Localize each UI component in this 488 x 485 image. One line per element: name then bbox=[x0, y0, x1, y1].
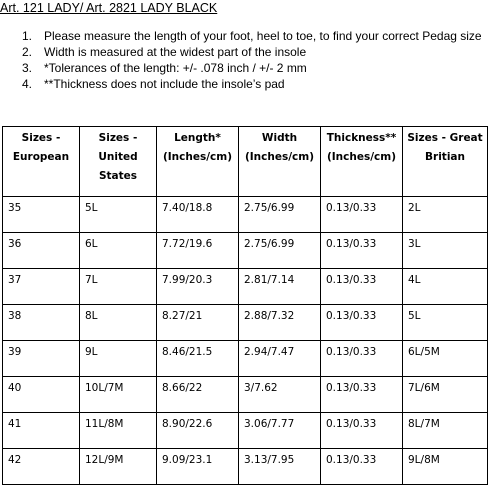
cell-thickness: 0.13/0.33 bbox=[321, 449, 403, 485]
cell-length: 7.72/19.6 bbox=[157, 233, 239, 269]
instruction-number: 1. bbox=[22, 29, 33, 43]
cell-width: 3.06/7.77 bbox=[239, 413, 321, 449]
cell-length: 8.90/22.6 bbox=[157, 413, 239, 449]
cell-european: 38 bbox=[3, 305, 80, 341]
cell-thickness: 0.13/0.33 bbox=[321, 341, 403, 377]
cell-european: 35 bbox=[3, 197, 80, 233]
header-line: Length* bbox=[174, 132, 221, 144]
size-chart-table bbox=[2, 126, 488, 485]
instruction-text: **Thickness does not include the insole’s pad bbox=[44, 77, 285, 91]
table-row bbox=[3, 449, 488, 485]
cell-european: 36 bbox=[3, 233, 80, 269]
instruction-number: 4. bbox=[22, 77, 33, 91]
header-line: Sizes - bbox=[21, 132, 61, 144]
table-row bbox=[3, 413, 488, 449]
cell-gb: 2L bbox=[403, 197, 488, 233]
cell-us: 9L bbox=[80, 341, 157, 377]
header-length bbox=[157, 127, 239, 197]
header-line: United bbox=[98, 151, 138, 163]
cell-us: 8L bbox=[80, 305, 157, 341]
instruction-text: Width is measured at the widest part of the insole bbox=[44, 45, 307, 59]
cell-gb: 9L/8M bbox=[403, 449, 488, 485]
cell-gb: 3L bbox=[403, 233, 488, 269]
cell-us: 7L bbox=[80, 269, 157, 305]
instructions-list bbox=[22, 28, 488, 92]
cell-gb: 5L bbox=[403, 305, 488, 341]
cell-width: 2.81/7.14 bbox=[239, 269, 321, 305]
header-line: (Inches/cm) bbox=[162, 151, 233, 163]
table-row bbox=[3, 341, 488, 377]
cell-us: 12L/9M bbox=[80, 449, 157, 485]
header-sizes-united-states bbox=[80, 127, 157, 197]
cell-thickness: 0.13/0.33 bbox=[321, 197, 403, 233]
header-line: Britian bbox=[425, 151, 465, 163]
table-row bbox=[3, 377, 488, 413]
header-line: (Inches/cm) bbox=[326, 151, 397, 163]
header-line: Sizes - Great bbox=[407, 132, 483, 144]
cell-gb: 8L/7M bbox=[403, 413, 488, 449]
cell-us: 11L/8M bbox=[80, 413, 157, 449]
cell-width: 3.13/7.95 bbox=[239, 449, 321, 485]
header-line: States bbox=[98, 170, 138, 182]
cell-european: 40 bbox=[3, 377, 80, 413]
cell-us: 6L bbox=[80, 233, 157, 269]
cell-length: 8.27/21 bbox=[157, 305, 239, 341]
header-sizes-european bbox=[3, 127, 80, 197]
cell-thickness: 0.13/0.33 bbox=[321, 233, 403, 269]
cell-width: 2.75/6.99 bbox=[239, 233, 321, 269]
header-line: Width bbox=[261, 132, 298, 144]
header-line: (Inches/cm) bbox=[244, 151, 315, 163]
cell-european: 41 bbox=[3, 413, 80, 449]
instruction-number: 3. bbox=[22, 61, 33, 75]
instruction-item bbox=[22, 28, 488, 44]
instruction-number: 2. bbox=[22, 45, 33, 59]
cell-thickness: 0.13/0.33 bbox=[321, 305, 403, 341]
table-row bbox=[3, 197, 488, 233]
instruction-text: Please measure the length of your foot, heel to toe, to find your correct Pedag size bbox=[44, 29, 482, 43]
cell-length: 8.46/21.5 bbox=[157, 341, 239, 377]
table-header-row bbox=[3, 127, 488, 197]
cell-us: 10L/7M bbox=[80, 377, 157, 413]
cell-width: 2.75/6.99 bbox=[239, 197, 321, 233]
table-row bbox=[3, 269, 488, 305]
header-line: European bbox=[12, 151, 70, 163]
header-sizes-great-britain bbox=[403, 127, 488, 197]
cell-gb: 7L/6M bbox=[403, 377, 488, 413]
cell-european: 39 bbox=[3, 341, 80, 377]
cell-us: 5L bbox=[80, 197, 157, 233]
cell-width: 2.94/7.47 bbox=[239, 341, 321, 377]
cell-width: 3/7.62 bbox=[239, 377, 321, 413]
cell-length: 9.09/23.1 bbox=[157, 449, 239, 485]
instruction-text: *Tolerances of the length: +/- .078 inch / +/- 2 mm bbox=[44, 61, 307, 75]
cell-thickness: 0.13/0.33 bbox=[321, 269, 403, 305]
cell-gb: 6L/5M bbox=[403, 341, 488, 377]
header-width bbox=[239, 127, 321, 197]
table-row bbox=[3, 233, 488, 269]
instruction-item bbox=[22, 76, 488, 92]
header-line: Sizes - bbox=[98, 132, 138, 144]
instruction-item bbox=[22, 44, 488, 60]
cell-thickness: 0.13/0.33 bbox=[321, 377, 403, 413]
cell-european: 42 bbox=[3, 449, 80, 485]
cell-length: 7.99/20.3 bbox=[157, 269, 239, 305]
table-row bbox=[3, 305, 488, 341]
document-title: Art. 121 LADY/ Art. 2821 LADY BLACK bbox=[0, 1, 218, 15]
instruction-item bbox=[22, 60, 488, 76]
header-thickness bbox=[321, 127, 403, 197]
cell-length: 8.66/22 bbox=[157, 377, 239, 413]
cell-width: 2.88/7.32 bbox=[239, 305, 321, 341]
cell-length: 7.40/18.8 bbox=[157, 197, 239, 233]
cell-european: 37 bbox=[3, 269, 80, 305]
cell-thickness: 0.13/0.33 bbox=[321, 413, 403, 449]
cell-gb: 4L bbox=[403, 269, 488, 305]
header-line: Thickness** bbox=[326, 132, 397, 144]
